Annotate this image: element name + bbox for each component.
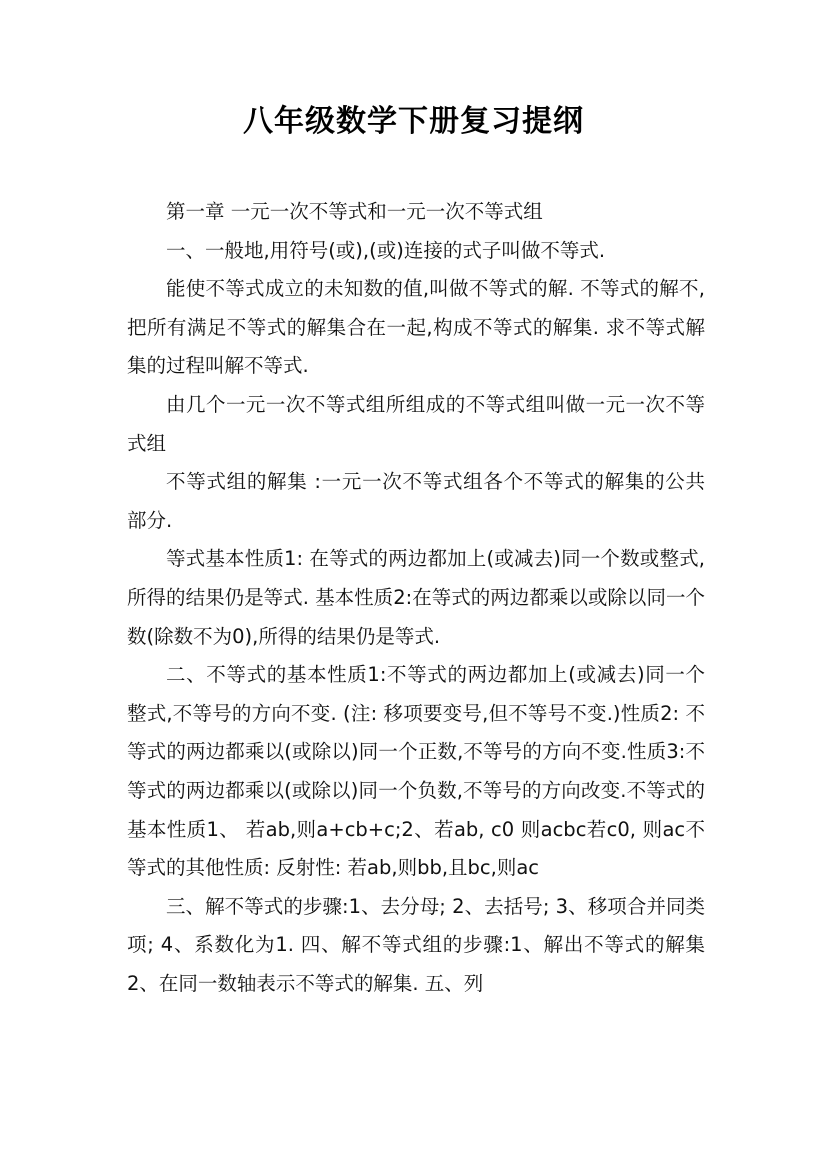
paragraph-equation-properties: 等式基本性质1: 在等式的两边都加上(或减去)同一个数或整式,所得的结果仍是等式. 基本性质2:在等式的两边都乘以或除以同一个数(除数不为0),所得的结果仍是等式. — [127, 547, 705, 648]
paragraph-chapter-heading: 第一章 一元一次不等式和一元一次不等式组 — [166, 200, 543, 223]
paragraph-system-solution-set: 不等式组的解集 :一元一次不等式组各个不等式的解集的公共部分. — [127, 470, 705, 532]
paragraph-inequality-system: 由几个一元一次不等式组所组成的不等式组叫做一元一次不等式组 — [127, 392, 705, 455]
paragraph-inequality-properties: 二、不等式的基本性质1:不等式的两边都加上(或减去)同一个整式,不等号的方向不变. (注: 移项要变号,但不等号不变.)性质2: 不等式的两边都乘以(或除以)同一个正数,不等号的方向不变.性质3:不等式的两边都乘以(或除以)同一个负数,不等号的方向改变.不等式的基本性质1、 若ab,则a+cb+c;2、若ab, c0 则acbc若c0, 则ac不等式的其他性质: 反射性: 若ab,则bb,且bc,则ac — [127, 663, 705, 880]
paragraph-solution-set: 能使不等式成立的未知数的值,叫做不等式的解. 不等式的解不,把所有满足不等式的解集合在一起,构成不等式的解集. 求不等式解集的过程叫解不等式. — [127, 277, 705, 378]
paragraph-inequality-definition: 一、一般地,用符号(或),(或)连接的式子叫做不等式. — [166, 238, 606, 262]
paragraph-solving-steps: 三、解不等式的步骤:1、去分母; 2、去括号; 3、移项合并同类项; 4、系数化为1. 四、解不等式组的步骤:1、解出不等式的解集2、在同一数轴表示不等式的解集. 五、列 — [127, 894, 705, 995]
document-title: 八年级数学下册复习提纲 — [243, 104, 584, 139]
document-body — [127, 193, 705, 1003]
